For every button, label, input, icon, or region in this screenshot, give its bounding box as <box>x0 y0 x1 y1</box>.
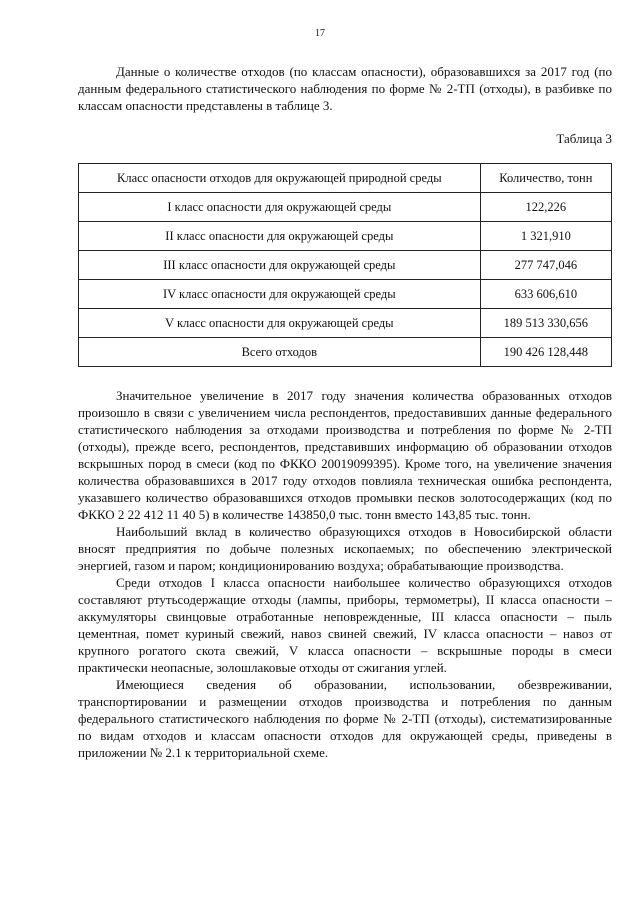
body-text <box>78 387 612 761</box>
cell-quantity: 122,226 <box>480 193 611 222</box>
table-header-row <box>79 164 612 193</box>
paragraph-main-contributors: Наибольший вклад в количество образующихся отходов в Новосибирской области вносят предприятия по добыче полезных ископаемых; по обеспечению электрической энергией, газом и паром; кондиционированию воздуха; обрабатывающие производства. <box>78 524 612 573</box>
cell-hazard-class: V класс опасности для окружающей среды <box>79 309 481 338</box>
header-hazard-class: Класс опасности отходов для окружающей природной среды <box>79 164 481 193</box>
header-quantity: Количество, тонн <box>480 164 611 193</box>
cell-hazard-class: IV класс опасности для окружающей среды <box>79 280 481 309</box>
waste-class-table <box>78 163 612 367</box>
cell-quantity: 189 513 330,656 <box>480 309 611 338</box>
table-total-row <box>79 338 612 367</box>
paragraph-appendix-reference: Имеющиеся сведения об образовании, использовании, обезвреживании, транспортировании и размещении отходов производства и потребления по данным федерального статистического наблюдения по форме № 2-ТП (отходы), систематизированные по видам отходов и классам опасности отходов для окружающей среды, приведены в приложении № 2.1 к территориальной схеме. <box>78 677 612 760</box>
table-row <box>79 280 612 309</box>
cell-hazard-class: II класс опасности для окружающей среды <box>79 222 481 251</box>
cell-hazard-class: III класс опасности для окружающей среды <box>79 251 481 280</box>
cell-quantity: 277 747,046 <box>480 251 611 280</box>
cell-total-quantity: 190 426 128,448 <box>480 338 611 367</box>
page-number: 17 <box>315 28 325 39</box>
paragraph-waste-by-class: Среди отходов I класса опасности наибольшее количество образующихся отходов составляют ртутьсодержащие отходы (лампы, приборы, термометры), II класса опасности – аккумуляторы свинцовые отработанные неповрежденные, III класса опасности – пыль цементная, помет куриный свежий, навоз свиней свежий, IV класса опасности – навоз от крупного рогатого скота свежий, V класса опасности – вскрышные породы в смеси практически неопасные, золошлаковые отходы от сжигания углей. <box>78 575 612 675</box>
page-content <box>78 52 612 761</box>
cell-hazard-class: I класс опасности для окружающей среды <box>79 193 481 222</box>
cell-total-label: Всего отходов <box>79 338 481 367</box>
intro-paragraph: Данные о количестве отходов (по классам опасности), образовавшихся за 2017 год (по данным федерального статистического наблюдения по форме № 2-ТП (отходы), в разбивке по классам опасности представлены в таблице 3. <box>78 64 612 113</box>
cell-quantity: 1 321,910 <box>480 222 611 251</box>
table-caption: Таблица 3 <box>556 131 612 146</box>
paragraph-increase-explanation: Значительное увеличение в 2017 году значения количества образованных отходов произошло в связи с увеличением числа респондентов, предоставивших данные федерального статистического наблюдения за отходами производства и потребления по форме № 2-ТП (отходы), прежде всего, респондентов, представивших информацию об образовании отходов вскрышных пород в смеси (код по ФККО 20019099395). Кроме того, на увеличение значения количества образовавшихся в 2017 году отходов повлияла техническая ошибка респондента, указавшего количество образовавшихся отходов промывки песков золотосодержащих (код по ФККО 2 22 412 11 40 5) в количестве 143850,0 тыс. тонн вместо 143,85 тыс. тонн. <box>78 388 612 522</box>
table-row <box>79 193 612 222</box>
table-row <box>79 309 612 338</box>
table-row <box>79 222 612 251</box>
table-row <box>79 251 612 280</box>
cell-quantity: 633 606,610 <box>480 280 611 309</box>
